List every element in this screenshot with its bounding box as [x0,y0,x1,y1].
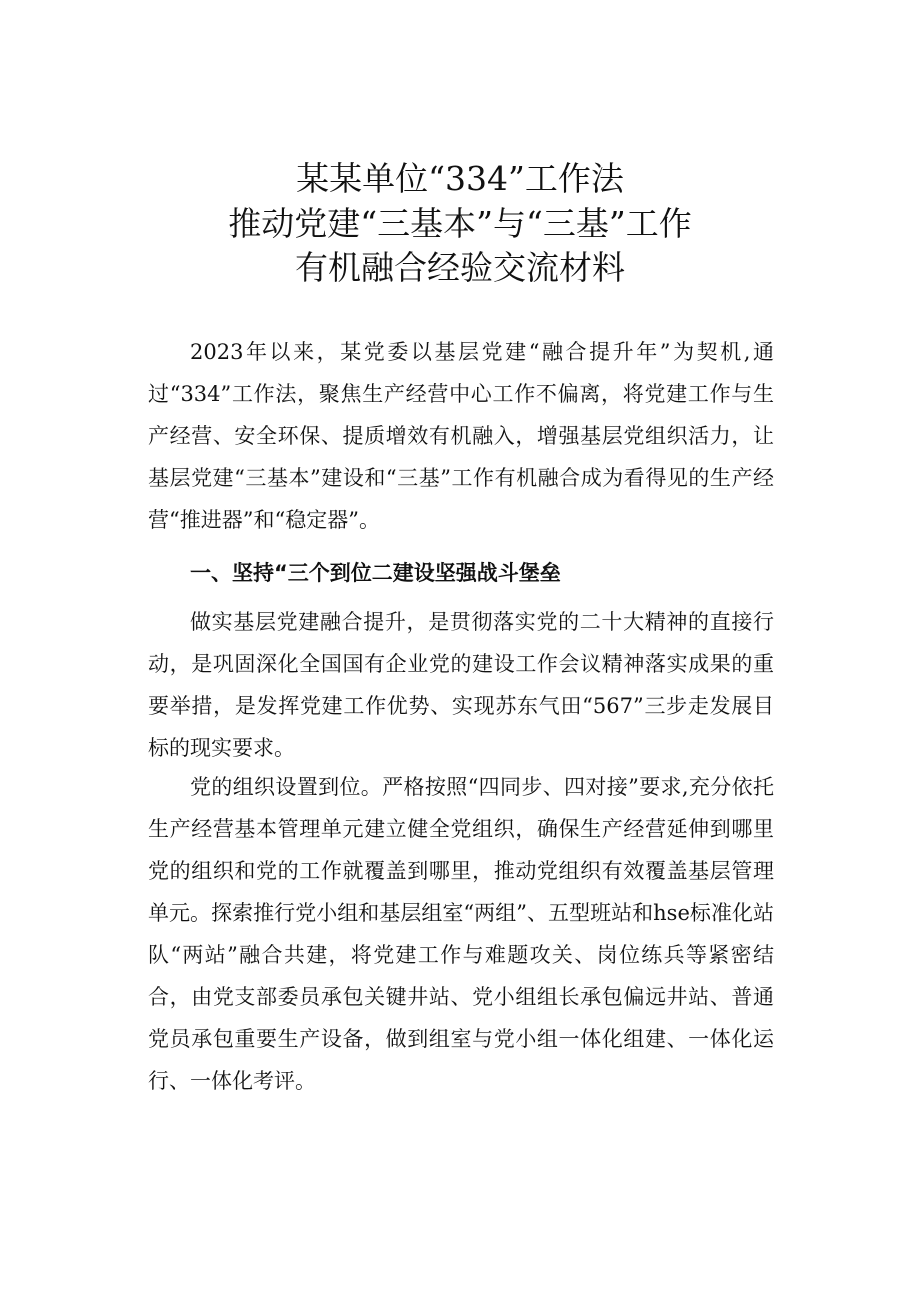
body-paragraph-1: 做实基层党建融合提升，是贯彻落实党的二十大精神的直接行动，是巩固深化全国国有企业党的建设工作会议精神落实成果的重要举措，是发挥党建工作优势、实现苏东气田“567”三步走发展目标的现实要求。 [148,610,774,760]
body-paragraph-2: 党的组织设置到位。严格按照“四同步、四对接”要求,充分依托生产经营基本管理单元建立健全党组织，确保生产经营延伸到哪里党的组织和党的工作就覆盖到哪里，推动党组织有效覆盖基层管理单元。探索推行党小组和基层组室“两组”、五型班站和hse标准化站队“两站”融合共建，将党建工作与难题攻关、岗位练兵等紧密结合，由党支部委员承包关键井站、党小组组长承包偏远井站、普通党员承包重要生产设备，做到组室与党小组一体化组建、一体化运行、一体化考评。 [148,775,774,1093]
title-line-2: 推动党建“三基本”与“三基”工作 [228,204,692,243]
section-heading: 一、坚持“三个到位二建设坚强战斗堡垒 [190,561,561,585]
title-line-1: 某某单位“334”工作法 [296,159,624,198]
intro-paragraph: 2023年以来，某党委以基层党建“融合提升年”为契机,通过“334”工作法，聚焦生产经营中心工作不偏离，将党建工作与生产经营、安全环保、提质增效有机融入，增强基层党组织活力，让基层党建“三基本”建设和“三基”工作有机融合成为看得见的生产经营“推进器”和“稳定器”。 [148,340,774,532]
title-line-3: 有机融合经验交流材料 [295,248,625,287]
